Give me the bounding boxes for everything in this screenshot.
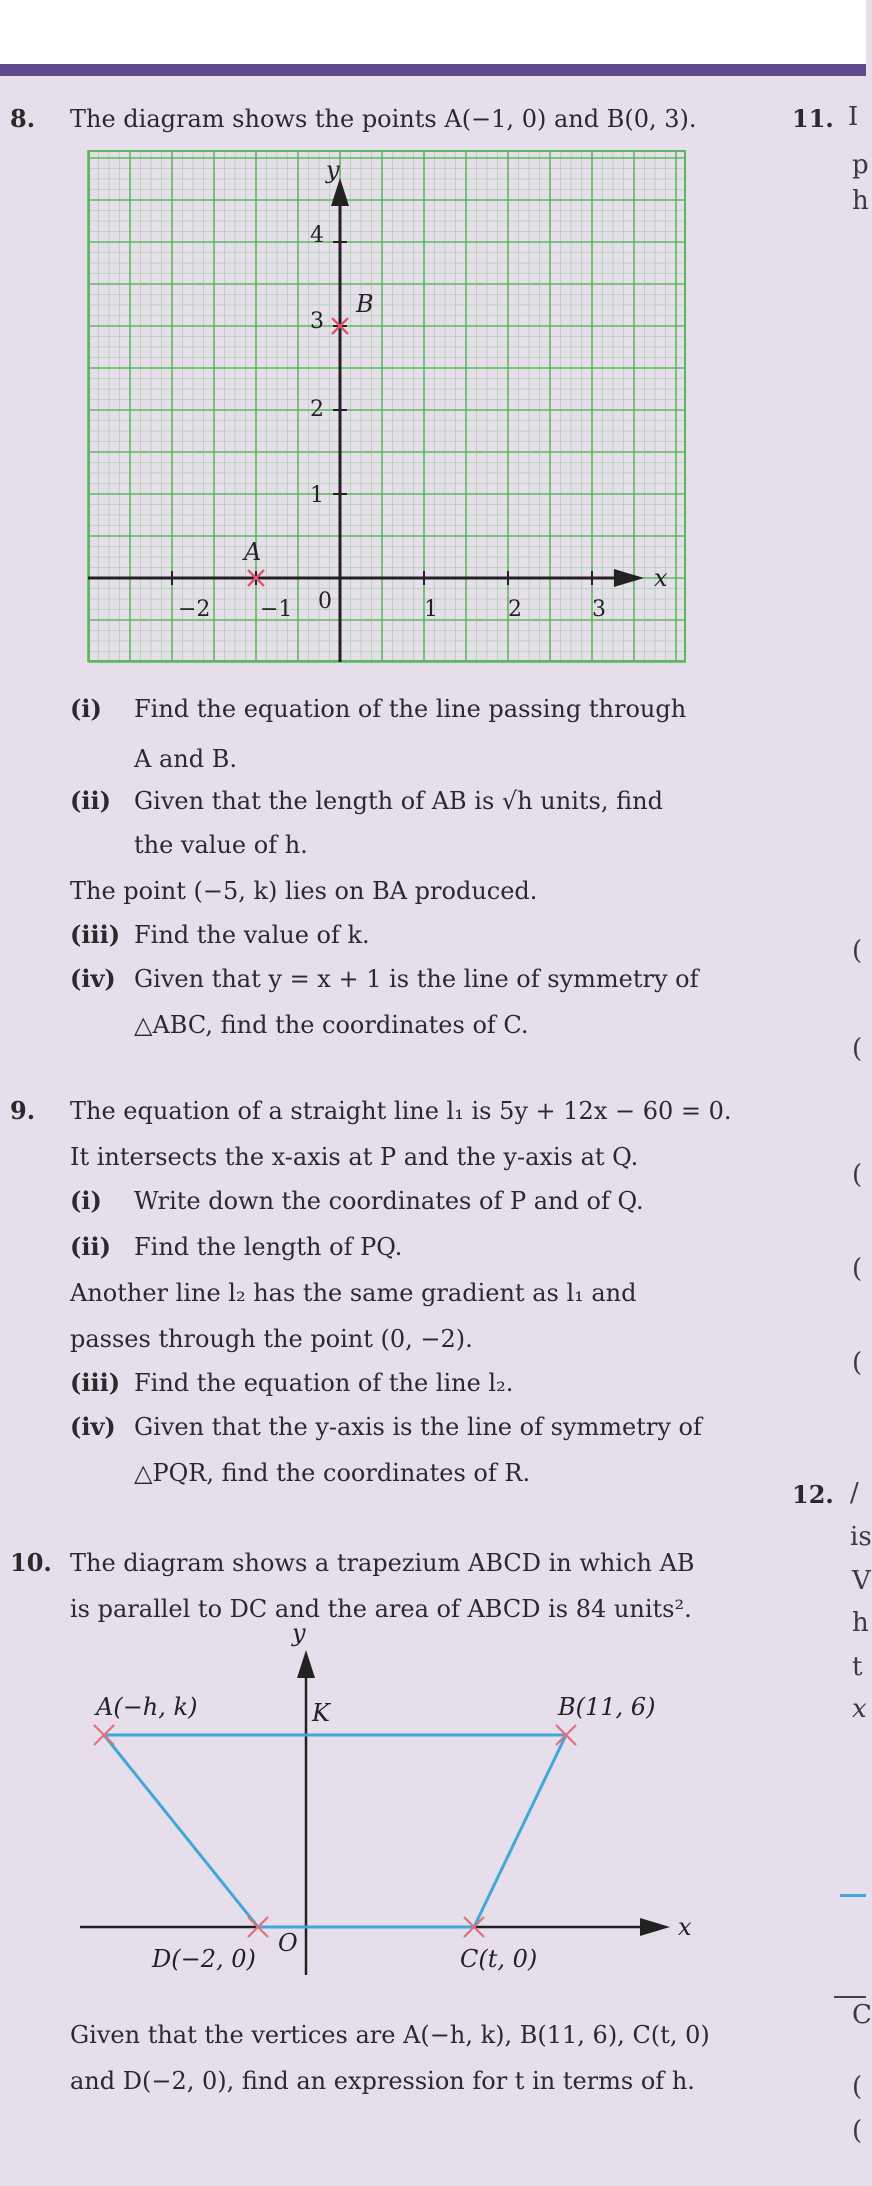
purple-header-bar — [0, 64, 866, 76]
origin-label: 0 — [318, 589, 332, 614]
q8-part-ii-line2: the value of h. — [134, 831, 308, 859]
coordinate-grid — [88, 150, 686, 662]
point-k-label: K — [312, 1699, 330, 1727]
q11-cut-text: I — [848, 102, 859, 132]
q12-cut-line4: h — [852, 1608, 869, 1638]
trapezium-svg — [80, 1605, 700, 1995]
cut-blue-line — [840, 1894, 866, 1897]
question-9-number: 9. — [10, 1096, 36, 1125]
paren-7: ( — [852, 2116, 863, 2146]
q8-part-i-line2: A and B. — [134, 745, 237, 773]
question-8-number: 8. — [10, 104, 36, 133]
q8-part-i-line1: Find the equation of the line passing through — [134, 695, 687, 723]
vertex-b-label: B(11, 6) — [558, 1693, 656, 1721]
q8-part-iv-label: (iv) — [70, 964, 116, 993]
question-10-number: 10. — [10, 1548, 52, 1577]
y-tick-2: 2 — [310, 397, 324, 422]
grid-svg — [88, 150, 686, 662]
point-a-label: A — [244, 538, 262, 566]
trap-y-arrow — [297, 1650, 315, 1678]
point-b-label: B — [356, 290, 374, 318]
x-axis-arrow — [614, 569, 644, 587]
q12-cut-line3: V — [852, 1566, 871, 1596]
paren-6: ( — [852, 2072, 863, 2102]
q8-part-i-label: (i) — [70, 694, 102, 723]
q12-cut-text: / — [850, 1478, 859, 1508]
y-tick-1: 1 — [310, 483, 324, 508]
x-tick-minus-1: −1 — [260, 597, 293, 622]
q8-part-iv-line2: △ABC, find the coordinates of C. — [134, 1011, 529, 1039]
paren-2: ( — [852, 1034, 863, 1064]
q9-part-iv-label: (iv) — [70, 1412, 116, 1441]
q8-part-iv-line1: Given that y = x + 1 is the line of symmetry of — [134, 965, 699, 993]
q9-line1: The equation of a straight line l₁ is 5y + 12x − 60 = 0. — [70, 1097, 732, 1125]
question-11-number: 11. — [792, 104, 834, 133]
q9-part-iv-line2: △PQR, find the coordinates of R. — [134, 1459, 531, 1487]
q12-cut-line2: is — [850, 1522, 872, 1552]
vertex-d-label: D(−2, 0) — [152, 1945, 256, 1973]
trap-x-arrow — [640, 1918, 670, 1936]
vertex-c-label: C(t, 0) — [460, 1945, 538, 1973]
q12-cut-line5: t — [852, 1652, 863, 1682]
q11-cut-line3: h — [852, 186, 869, 216]
q10-line1: The diagram shows a trapezium ABCD in which AB — [70, 1549, 695, 1577]
vertex-a-label: A(−h, k) — [96, 1693, 198, 1721]
paren-1: ( — [852, 936, 863, 966]
q10-foot-line2: and D(−2, 0), find an expression for t in terms of h. — [70, 2067, 695, 2095]
q9-part-i-label: (i) — [70, 1186, 102, 1215]
q9-part-ii-text: Find the length of PQ. — [134, 1233, 403, 1261]
q9-line2: It intersects the x-axis at P and the y-axis at Q. — [70, 1143, 639, 1171]
q10-line2: is parallel to DC and the area of ABCD is 84 units². — [70, 1595, 692, 1623]
top-band — [0, 0, 866, 64]
minor-gridlines — [88, 150, 686, 662]
q8-part-iii-text: Find the value of k. — [134, 921, 370, 949]
q9-mid-line2: passes through the point (0, −2). — [70, 1325, 473, 1353]
cut-bottom-char: C — [852, 2000, 872, 2030]
y-tick-3: 3 — [310, 309, 324, 334]
q9-part-ii-label: (ii) — [70, 1232, 111, 1261]
q11-cut-line2: p — [852, 150, 869, 180]
trap-x-label: x — [678, 1913, 692, 1941]
paren-3: ( — [852, 1160, 863, 1190]
q9-part-iii-label: (iii) — [70, 1368, 121, 1397]
origin-o-label: O — [278, 1929, 298, 1957]
q12-cut-line6: x — [852, 1694, 867, 1724]
question-12-number: 12. — [792, 1480, 834, 1509]
y-tick-4: 4 — [310, 223, 324, 248]
paren-4: ( — [852, 1254, 863, 1284]
y-axis-label: y — [326, 156, 340, 184]
q9-part-iv-line1: Given that the y-axis is the line of symmetry of — [134, 1413, 702, 1441]
cut-rule — [834, 1996, 866, 1998]
side-bc — [474, 1735, 566, 1927]
q8-part-ii-line1: Given that the length of AB is √h units, find — [134, 787, 663, 815]
q8-mid-text: The point (−5, k) lies on BA produced. — [70, 877, 538, 905]
x-tick-minus-2: −2 — [178, 597, 211, 622]
x-tick-1: 1 — [424, 597, 438, 622]
x-tick-3: 3 — [592, 597, 606, 622]
question-8-intro: The diagram shows the points A(−1, 0) and B(0, 3). — [70, 105, 697, 133]
q10-foot-line1: Given that the vertices are A(−h, k), B(11, 6), C(t, 0) — [70, 2021, 710, 2049]
q9-mid-line1: Another line l₂ has the same gradient as l₁ and — [70, 1279, 637, 1307]
trap-y-label: y — [292, 1619, 306, 1647]
q9-part-iii-text: Find the equation of the line l₂. — [134, 1369, 514, 1397]
x-axis-label: x — [654, 564, 668, 592]
q9-part-i-text: Write down the coordinates of P and of Q. — [134, 1187, 644, 1215]
paren-5: ( — [852, 1348, 863, 1378]
trapezium-diagram — [80, 1605, 700, 1995]
major-gridlines — [88, 150, 686, 662]
q8-part-iii-label: (iii) — [70, 920, 121, 949]
x-tick-2: 2 — [508, 597, 522, 622]
q8-part-ii-label: (ii) — [70, 786, 111, 815]
side-ad — [104, 1735, 258, 1927]
